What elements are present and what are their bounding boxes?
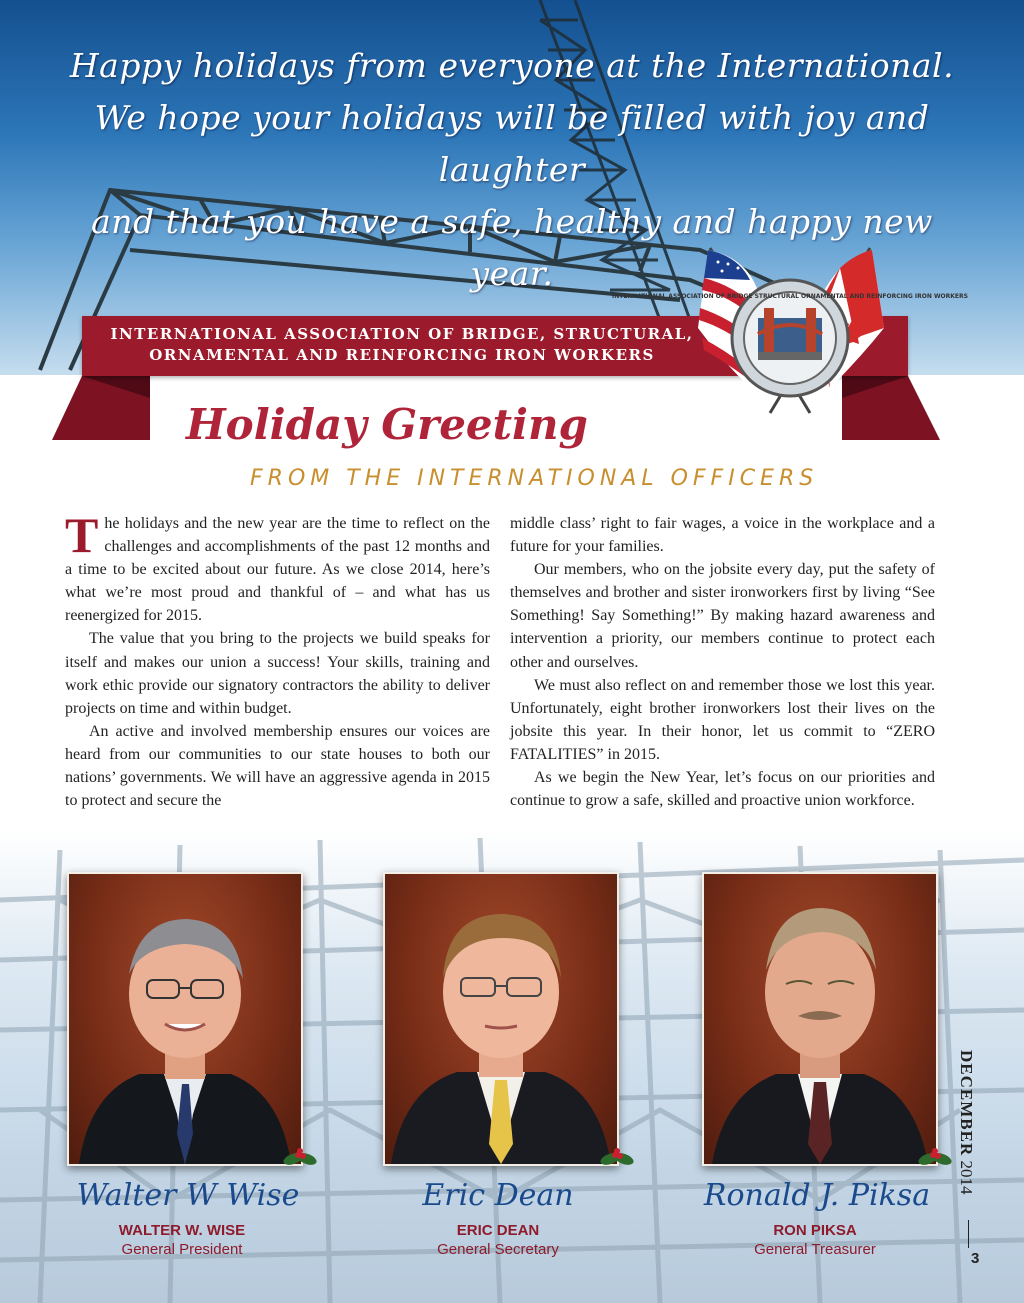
article-paragraph: As we begin the New Year, let’s focus on our priorities and continue to grow a safe, skilled and proactive union workforce.: [510, 769, 935, 810]
union-name: [82, 324, 722, 366]
holly-icon: [918, 1145, 952, 1171]
portrait-walter-wise: [67, 872, 303, 1166]
holly-icon: [600, 1145, 634, 1171]
union-name-line-2: ORNAMENTAL AND REINFORCING IRON WORKERS: [149, 346, 655, 364]
union-seal-with-flags: [612, 238, 968, 418]
portrait-graphic: [69, 874, 301, 1164]
portrait-ron-piksa: [702, 872, 938, 1166]
page-title: Holiday Greeting: [186, 400, 588, 449]
article-paragraph: An active and involved membership ensures our voices are heard from our communities to our state houses to both our nations’ governments. We will have an aggressive agenda in 2015 to protect and secure the: [65, 722, 490, 810]
page-number: 3: [971, 1250, 980, 1267]
article-paragraph: middle class’ right to fair wages, a voice in the workplace and a future for your families.: [510, 515, 935, 556]
signature-eric-dean: Eric Dean: [422, 1178, 574, 1213]
officer-title: General President: [121, 1241, 243, 1258]
article-paragraph: We must also reflect on and remember those we lost this year. Unfortunately, eight brother ironworkers lost their lives on the jobsite this year. In their honor, let us commit to “ZERO FATALITIES” in 2015.: [510, 676, 935, 763]
article-column-left: [65, 507, 490, 812]
holly-icon: [283, 1145, 317, 1171]
folio-month: DECEMBER: [957, 1050, 976, 1157]
seal-ring-text: INTERNATIONAL ASSOCIATION OF BRIDGE STRUCTURAL ORNAMENTAL AND REINFORCING IRON WORKERS: [612, 293, 968, 300]
article-paragraph: Our members, who on the jobsite every day, put the safety of themselves and brother and sister ironworkers first by living “See Something! Say Something!” By making hazard awareness and intervention a priority, our members continue to protect each other and ourselves.: [510, 561, 935, 671]
union-name-line-1: INTERNATIONAL ASSOCIATION OF BRIDGE, STRUCTURAL,: [110, 325, 694, 343]
folio-date: [956, 1050, 976, 1194]
portrait-eric-dean: [383, 872, 619, 1166]
officer-name: WALTER W. WISE: [118, 1222, 246, 1239]
officer-title: General Treasurer: [754, 1241, 876, 1258]
officer-name: ERIC DEAN: [456, 1222, 540, 1239]
greeting-line-1: Happy holidays from everyone at the International.: [69, 46, 955, 85]
seal-graphic: [612, 238, 968, 418]
article-paragraph: The value that you bring to the projects we build speaks for itself and makes our union a success! Your skills, training and work ethic provide our signatory contractors the ability to deliver projects on time and within budget.: [65, 630, 490, 717]
article-paragraph-text: he holidays and the new year are the time to reflect on the challenges and accomplishments of the past 12 months and a time to be excited about our future. As we close 2014, here’s what we’re most proud and thankful of – and what has us reenergized for 2015.: [65, 515, 490, 625]
greeting-line-2: We hope your holidays will be filled with joy and laughter: [94, 98, 930, 189]
article-column-right: [510, 512, 935, 812]
officer-name: RON PIKSA: [773, 1222, 857, 1239]
article-paragraph: [65, 507, 490, 627]
portrait-graphic: [704, 874, 936, 1164]
page-folio: [958, 1050, 994, 1270]
folio-divider: [968, 1220, 969, 1248]
portrait-graphic: [385, 874, 617, 1164]
greeting-line-3: and that you have a safe, healthy and happy new year.: [91, 202, 933, 293]
page-subtitle: FROM THE INTERNATIONAL OFFICERS: [250, 466, 819, 491]
signature-ron-piksa: Ronald J. Piksa: [703, 1178, 931, 1213]
drop-cap: T: [65, 507, 99, 563]
signature-walter-wise: Walter W Wise: [76, 1178, 300, 1213]
folio-year: 2014: [957, 1160, 976, 1195]
officer-title: General Secretary: [437, 1241, 559, 1258]
